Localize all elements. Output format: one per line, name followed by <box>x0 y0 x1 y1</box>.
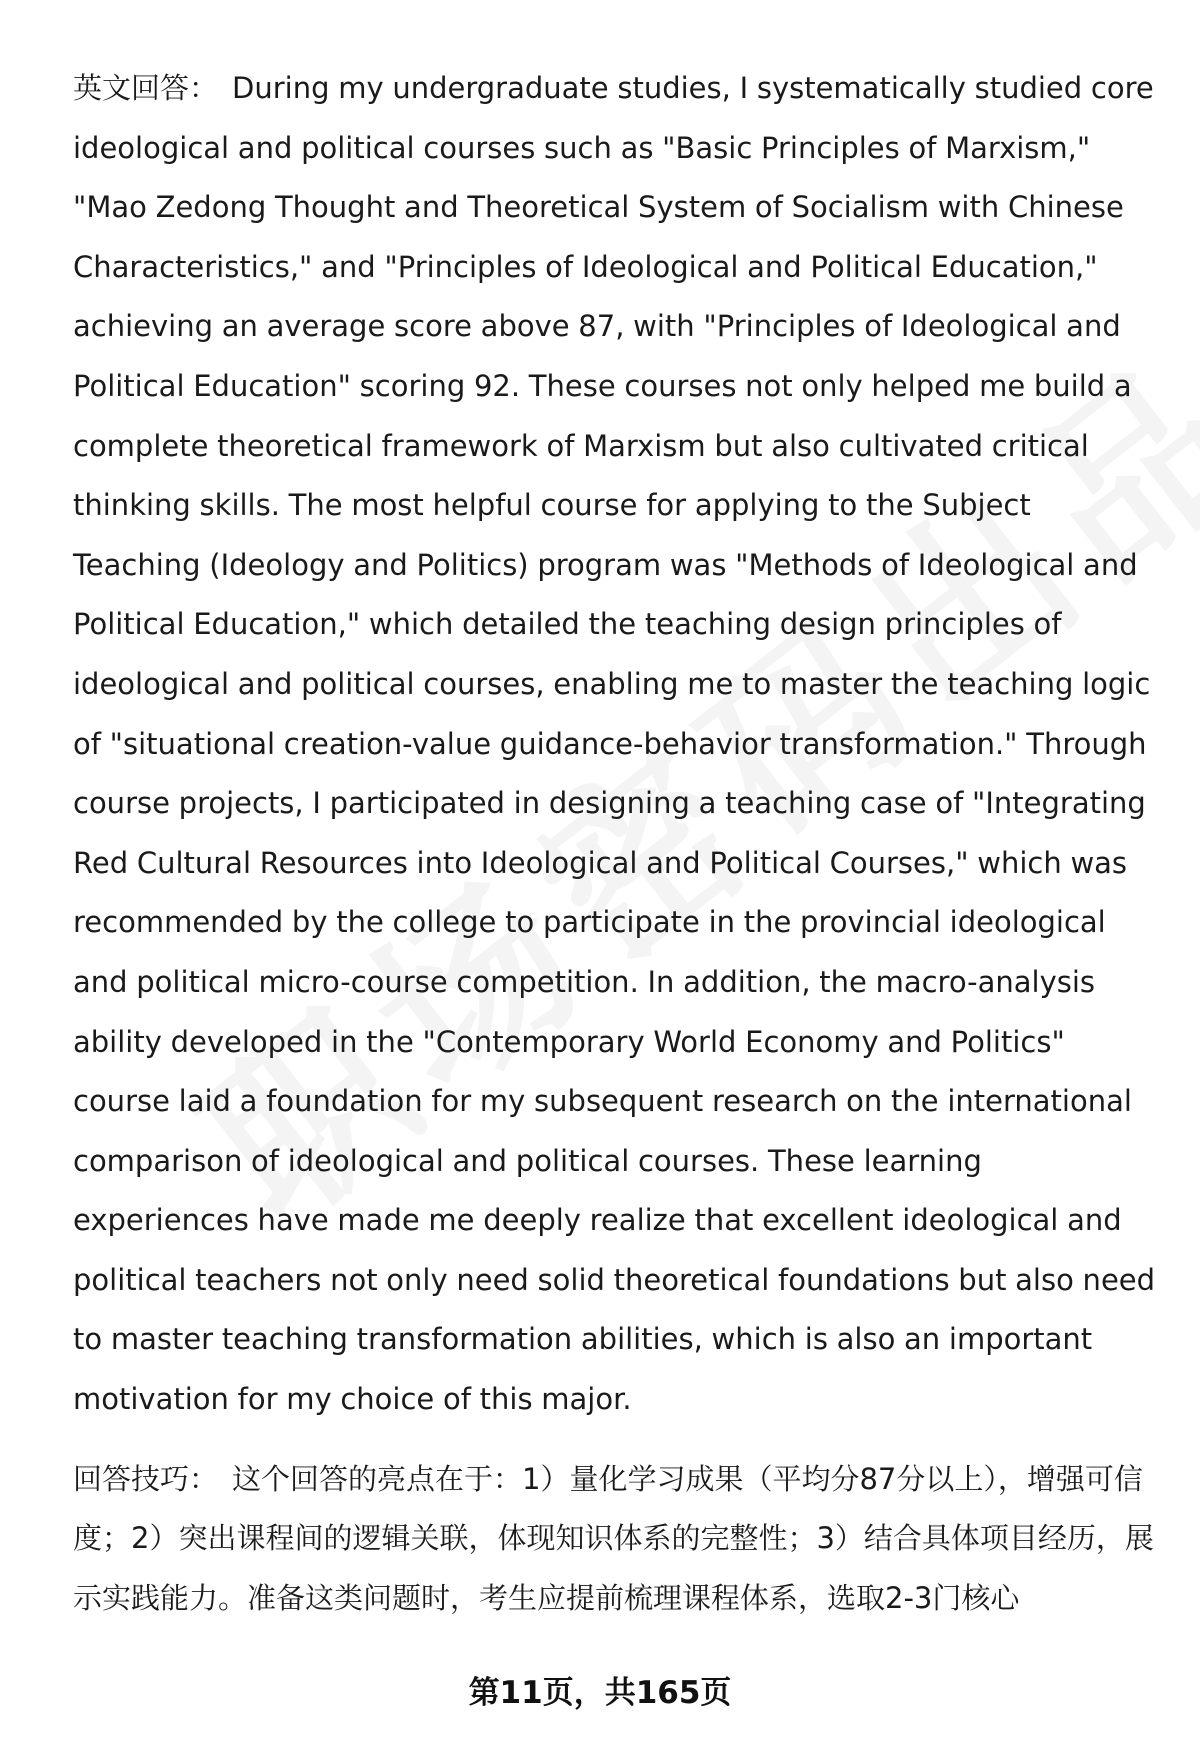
answer-tips-label: 回答技巧： <box>73 1461 219 1496</box>
answer-tips-paragraph <box>73 1450 1160 1629</box>
answer-tips-text: 这个回答的亮点在于：1）量化学习成果（平均分87分以上），增强可信度；2）突出课程间的逻辑关联，体现知识体系的完整性；3）结合具体项目经历，展示实践能力。准备这类问题时，考生应提前梳理课程体系，选取2-3门核心 <box>73 1461 1154 1615</box>
page-content <box>73 59 1160 1628</box>
english-answer-label: 英文回答： <box>73 71 219 105</box>
english-answer-paragraph <box>73 59 1160 1430</box>
english-answer-text: During my undergraduate studies, I systematically studied core ideological and political courses such as "Basic Principles of Marxism," "Mao Zedong Thought and Theoretical System of Socialism with Chinese Characteristics," and "Principles of Ideological and Political Education," achieving an average score above 87, with "Principles of Ideological and Political Education" scoring 92. These courses not only helped me build a complete theoretical framework of Marxism but also cultivated critical thinking skills. The most helpful course for applying to the Subject Teaching (Ideology and Politics) program was "Methods of Ideological and Political Education," which detailed the teaching design principles of ideological and political courses, enabling me to master the teaching logic of "situational creation-value guidance-behavior transformation." Through course projects, I participated in designing a teaching case of "Integrating Red Cultural Resources into Ideological and Political Courses," which was recommended by the college to participate in the provincial ideological and political micro-course competition. In addition, the macro-analysis ability developed in the "Contemporary World Economy and Politics" course laid a foundation for my subsequent research on the international comparison of ideological and political courses. These learning experiences have made me deeply realize that excellent ideological and political teachers not only need solid theoretical foundations but also need to master teaching transformation abilities, which is also an important motivation for my choice of this major. <box>73 71 1156 1417</box>
page-number-footer: 第11页，共165页 <box>468 1675 732 1711</box>
